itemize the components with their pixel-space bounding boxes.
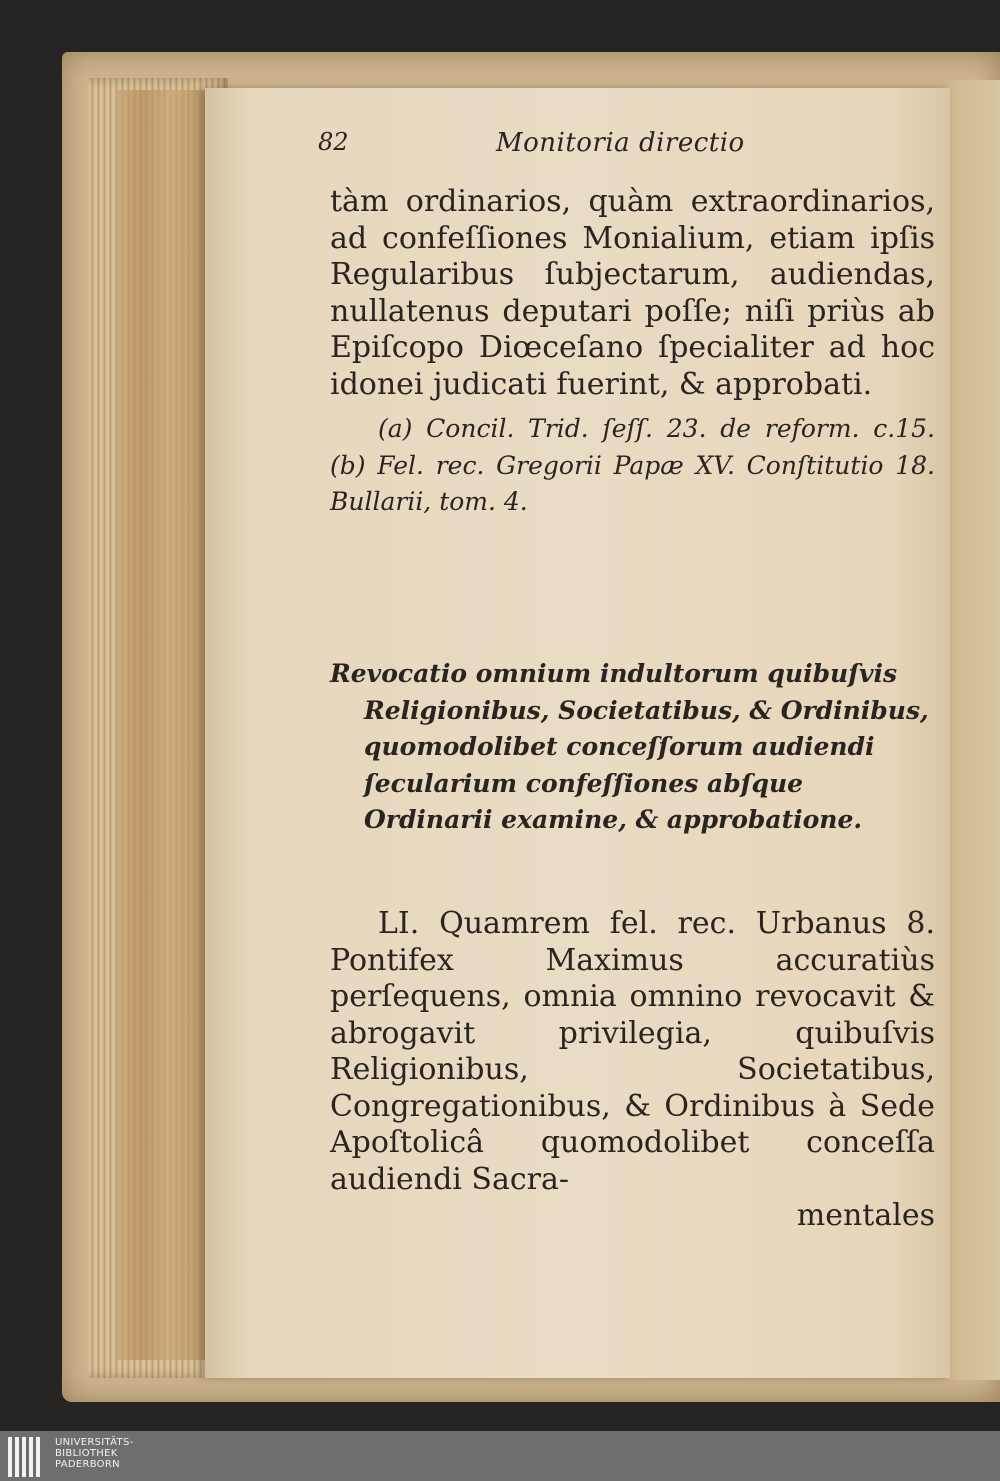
facing-page-edge: [950, 80, 1000, 1380]
page-number: 82: [318, 128, 349, 156]
logo-line-1: UNIVERSITÄTS-: [55, 1437, 134, 1448]
page-edge-shadow: [115, 90, 205, 1360]
logo-line-3: PADERBORN: [55, 1459, 120, 1470]
paragraph-2: LI. Quamrem fel. rec. Urbanus 8. Pontifex Maximus accuratiùs perſequens, omnia omnino revocavit & abrogavit privilegia, quibuſvis Religionibus, Societatibus, Congregationibus, & Ordinibus à Sede Apoſtolicâ quomodolibet conceſſa audiendi Sacra-: [330, 906, 935, 1197]
second-text: [330, 906, 935, 1233]
section-heading: Revocatio omnium indultorum quibuſvis Religionibus, Societatibus, & Ordinibus, quomodolibet conceſſorum audiendi ſecularium confeſſiones abſque Ordinarii examine, & approbatione.: [330, 659, 929, 834]
section-heading-block: [330, 656, 935, 839]
library-logo-text: [55, 1437, 134, 1470]
running-title: Monitoria directio: [496, 128, 745, 158]
logo-line-2: BIBLIOTHEK: [55, 1448, 118, 1459]
paragraph-1: tàm ordinarios, quàm extraordinarios, ad confeſſiones Monialium, etiam ipſis Regularibus ſubjectarum, audiendas, nullatenus deputari poſſe; niſi priùs ab Epiſcopo Diœceſano ſpecialiter ad hoc idonei judicati fuerint, & approbati.: [330, 184, 935, 402]
main-text: [330, 184, 935, 521]
library-footer: [0, 1431, 1000, 1481]
library-logo-icon: [8, 1437, 46, 1477]
catchword: mentales: [796, 1198, 935, 1233]
running-head: [318, 128, 758, 168]
footnote: (a) Concil. Trid. ſeſſ. 23. de reform. c.15. (b) Fel. rec. Gregorii Papæ XV. Conſtitutio 18. Bullarii, tom. 4.: [330, 414, 935, 516]
